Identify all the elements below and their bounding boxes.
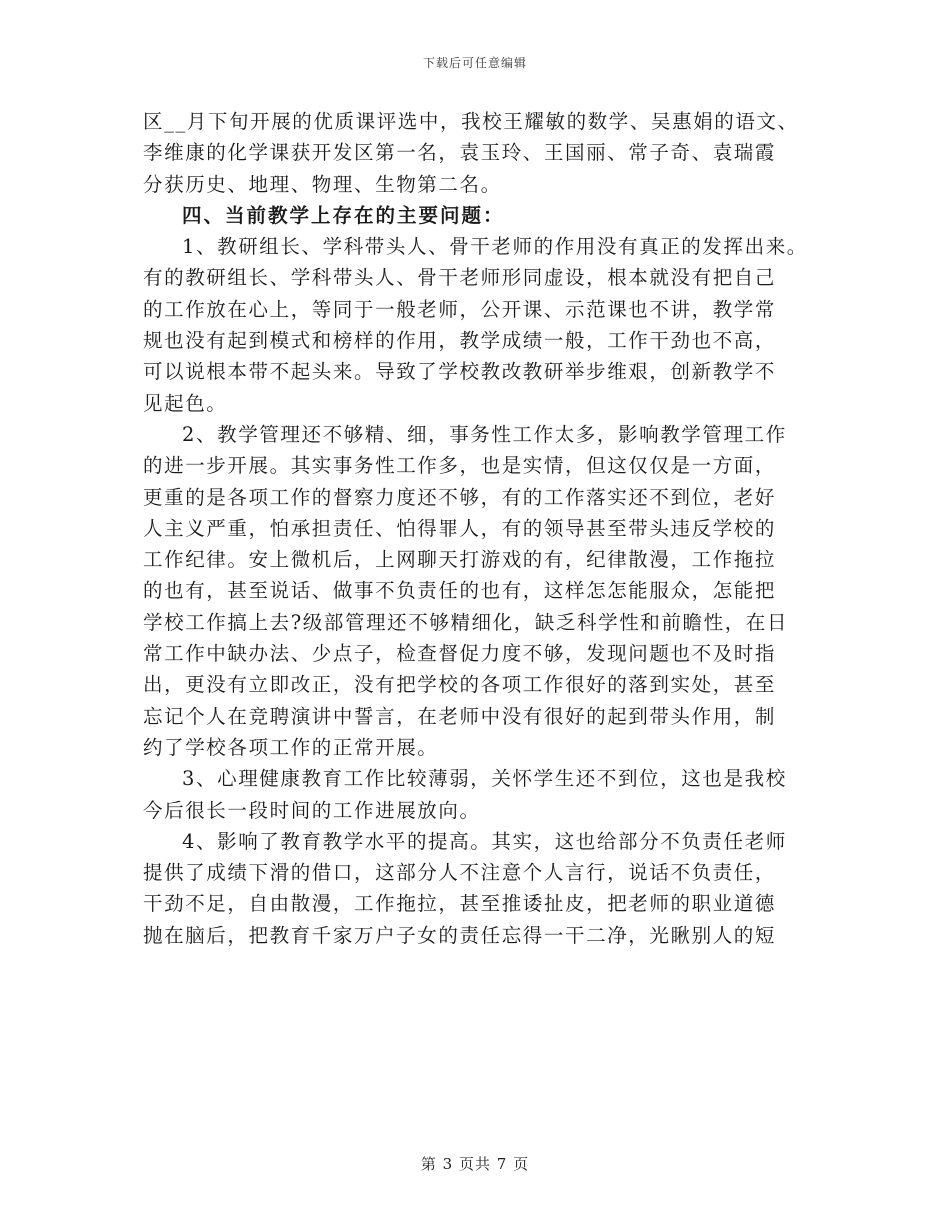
- text-line: 出，更没有立即改正，没有把学校的各项工作很好的落到实处，甚至: [143, 673, 777, 697]
- text-line: 人主义严重，怕承担责任、怕得罪人，有的领导甚至带头违反学校的: [143, 516, 777, 540]
- text-line: 分获历史、地理、物理、生物第二名。: [143, 172, 502, 196]
- text-line: 约了学校各项工作的正常开展。: [143, 735, 439, 759]
- text-line: 规也没有起到模式和榜样的作用，教学成绩一般，工作干劲也不高，: [143, 329, 777, 353]
- text-line: 抛在脑后，把教育千家万户子女的责任忘得一干二净，光瞅别人的短: [143, 923, 777, 947]
- text-line: 的进一步开展。其实事务性工作多，也是实情，但这仅仅是一方面，: [143, 454, 777, 478]
- paragraph-first-line: 1、教研组长、学科带头人、骨干老师的作用没有真正的发挥出来。: [182, 235, 808, 259]
- text-line: 可以说根本带不起头来。导致了学校教改教研举步维艰，创新教学不: [143, 360, 777, 384]
- document-body: [143, 106, 823, 951]
- text-line: 常工作中缺办法、少点子，检查督促力度不够，发现问题也不及时指: [143, 642, 777, 666]
- paragraph-first-line: 2、教学管理还不够精、细，事务性工作太多，影响教学管理工作: [182, 422, 787, 446]
- text-line: 干劲不足，自由散漫，工作拖拉，甚至推诿扯皮，把老师的职业道德: [143, 892, 777, 916]
- text-line: 学校工作搞上去?级部管理还不够精细化，缺乏科学性和前瞻性，在日: [143, 610, 789, 634]
- page-footer: 第 3 页共 7 页: [420, 1155, 530, 1173]
- text-line: 的也有，甚至说话、做事不负责任的也有，这样怎怎能服众，怎能把: [143, 579, 777, 603]
- text-line: 区__月下旬开展的优质课评选中，我校王耀敏的数学、吴惠娟的语文、: [143, 110, 799, 133]
- text-line: 提供了成绩下滑的借口，这部分人不注意个人言行，说话不负责任，: [143, 861, 777, 885]
- text-line: 的工作放在心上，等同于一般老师，公开课、示范课也不讲，教学常: [143, 297, 777, 321]
- text-line: 工作纪律。安上微机后，上网聊天打游戏的有，纪律散漫，工作拖拉: [143, 548, 777, 572]
- paragraph-first-line: 4、影响了教育教学水平的提高。其实，这也给部分不负责任老师: [182, 829, 787, 853]
- text-line: 更重的是各项工作的督察力度还不够，有的工作落实还不到位，老好: [143, 485, 777, 509]
- text-line: 李维康的化学课获开发区第一名，袁玉玲、王国丽、常子奇、袁瑞霞: [143, 141, 777, 165]
- text-line: 见起色。: [143, 391, 228, 415]
- text-line: 今后很长一段时间的工作进展放向。: [143, 798, 481, 822]
- paragraph-first-line: 3、心理健康教育工作比较薄弱，关怀学生还不到位，这也是我校: [182, 767, 787, 791]
- text-line: 有的教研组长、学科带头人、骨干老师形同虚设，根本就没有把自己: [143, 266, 777, 290]
- text-line: 忘记个人在竞聘演讲中誓言，在老师中没有很好的起到带头作用，制: [143, 704, 777, 728]
- page-header: 下载后可任意编辑: [422, 56, 527, 70]
- section-heading: 四、当前教学上存在的主要问题：: [182, 203, 505, 227]
